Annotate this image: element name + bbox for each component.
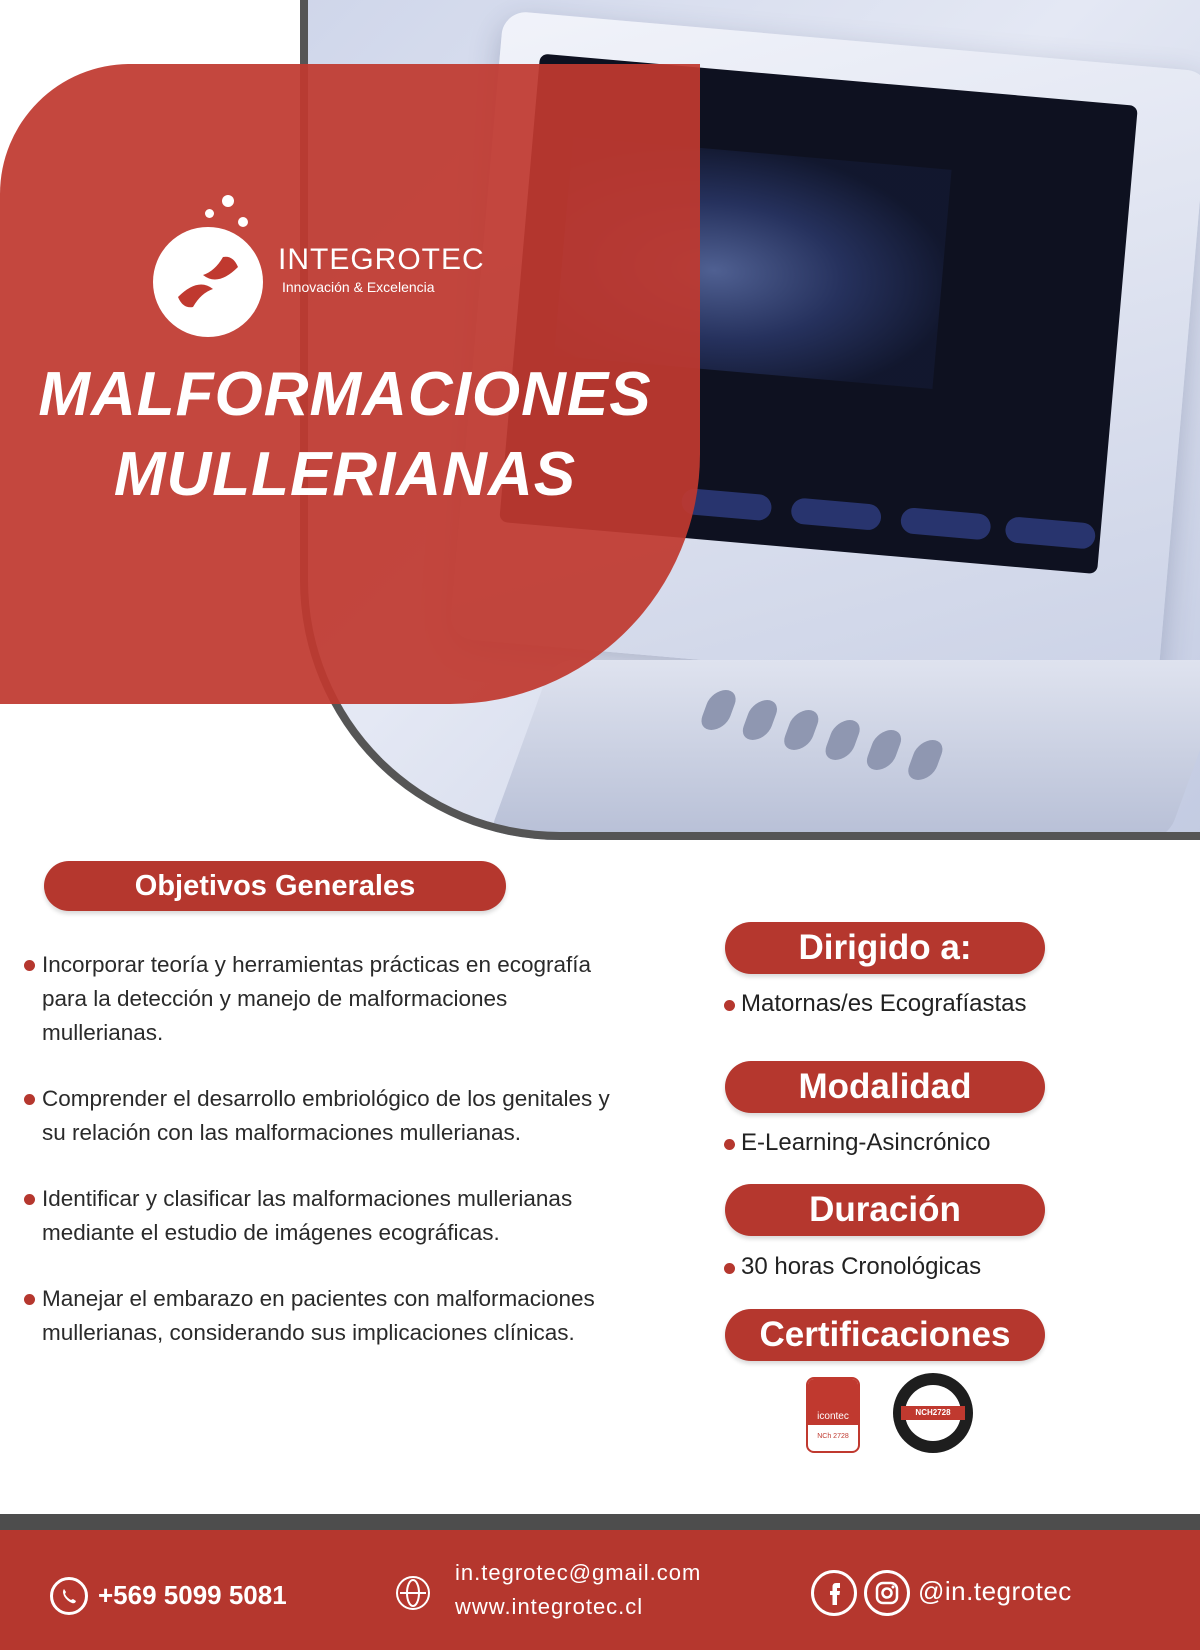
bullet-icon xyxy=(24,1294,35,1305)
list-item xyxy=(24,1182,624,1250)
duration-heading: Duración xyxy=(725,1184,1045,1236)
icontec-norm: NCh 2728 xyxy=(817,1433,849,1440)
screen-soft-button xyxy=(790,497,882,531)
footer-divider xyxy=(0,1514,1200,1530)
globe-icon xyxy=(396,1576,430,1610)
hands-icon xyxy=(153,227,263,337)
objective-text: Identificar y clasificar las malformaciones mullerianas mediante el estudio de imágenes ecográficas. xyxy=(42,1186,573,1245)
objective-text: Comprender el desarrollo embriológico de los genitales y su relación con las malformaciones mullerianas. xyxy=(42,1086,610,1145)
logo-dot xyxy=(222,195,234,207)
logo-dot xyxy=(205,209,214,218)
facebook-icon[interactable] xyxy=(811,1570,857,1616)
keyboard-key xyxy=(739,700,782,740)
audience-text: Matornas/es Ecografíastas xyxy=(741,990,1027,1017)
phone-link[interactable]: +569 5099 5081 xyxy=(98,1580,287,1610)
keyboard-key xyxy=(863,730,906,770)
list-item xyxy=(24,948,624,1050)
mode-item xyxy=(724,1129,990,1157)
bullet-icon xyxy=(724,1000,735,1011)
page-title xyxy=(0,355,690,515)
objectives-heading: Objetivos Generales xyxy=(44,861,506,911)
duration-text: 30 horas Cronológicas xyxy=(741,1253,982,1280)
brand-logo xyxy=(150,195,490,330)
whatsapp-icon[interactable] xyxy=(50,1577,88,1615)
title-line-2: MULLERIANAS xyxy=(113,440,577,509)
duration-item xyxy=(724,1253,981,1281)
ultrasound-keyboard xyxy=(487,660,1200,840)
social-handle[interactable]: @in.tegrotec xyxy=(918,1576,1072,1606)
list-item xyxy=(24,1282,624,1350)
logo-dot xyxy=(238,217,248,227)
keyboard-key xyxy=(821,720,864,760)
icontec-label: icontec xyxy=(817,1411,849,1422)
title-line-1: MALFORMACIONES xyxy=(38,360,652,429)
email-link[interactable]: in.tegrotec@gmail.com xyxy=(455,1560,702,1585)
bullet-icon xyxy=(24,1094,35,1105)
footer xyxy=(0,1530,1200,1650)
certifications-heading: Certificaciones xyxy=(725,1309,1045,1361)
brand-name: INTEGROTEC xyxy=(278,243,485,276)
list-item xyxy=(24,1082,624,1150)
audience-heading: Dirigido a: xyxy=(725,922,1045,974)
website-link[interactable]: www.integrotec.cl xyxy=(455,1594,644,1619)
seal-label: NCH2728 xyxy=(901,1406,965,1420)
screen-soft-button xyxy=(900,507,992,541)
mode-heading: Modalidad xyxy=(725,1061,1045,1113)
mode-text: E-Learning-Asincrónico xyxy=(741,1129,991,1156)
brand-tagline: Innovación & Excelencia xyxy=(282,279,435,295)
objective-text: Incorporar teoría y herramientas prácticas en ecografía para la detección y manejo de malformaciones mullerianas. xyxy=(42,952,592,1045)
keyboard-key xyxy=(697,690,740,730)
bullet-icon xyxy=(24,1194,35,1205)
instagram-icon[interactable] xyxy=(864,1570,910,1616)
bullet-icon xyxy=(724,1139,735,1150)
audience-item xyxy=(724,990,1026,1018)
objectives-list xyxy=(24,948,624,1382)
screen-soft-button xyxy=(1004,516,1096,550)
keyboard-key xyxy=(780,710,823,750)
bullet-icon xyxy=(724,1263,735,1274)
objective-text: Manejar el embarazo en pacientes con malformaciones mullerianas, considerando sus implicaciones clínicas. xyxy=(42,1286,595,1345)
nch2728-seal xyxy=(893,1373,973,1453)
icontec-badge xyxy=(806,1377,860,1453)
keyboard-key xyxy=(904,740,947,780)
bullet-icon xyxy=(24,960,35,971)
